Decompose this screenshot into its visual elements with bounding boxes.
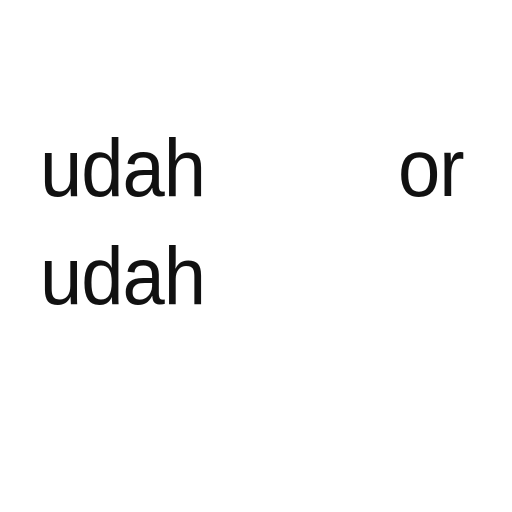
word-udah-second: udah [40,230,206,323]
word-or: or [398,122,464,215]
word-udah-first: udah [40,122,206,215]
